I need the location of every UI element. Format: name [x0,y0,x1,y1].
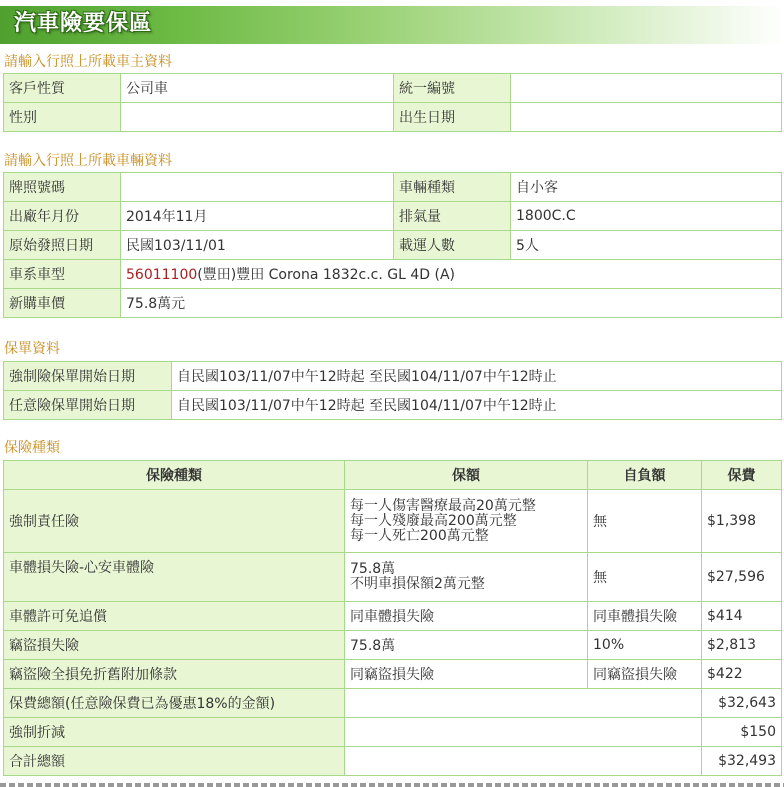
coverage-premium: $422 [702,660,782,689]
seats-label: 載運人數 [394,231,511,260]
plate-value [121,173,394,202]
manufacture-date-label: 出廠年月份 [4,202,121,231]
owner-section-title: 請輸入行照上所載車主資料 [4,54,172,70]
voluntary-start-label: 任意險保單開始日期 [4,391,172,420]
coverage-amount: 同車體損失險 [345,602,588,631]
total-row [4,747,782,776]
total-premium-value: $32,643 [702,689,782,718]
coverage-amount [345,553,588,602]
birth-date-label: 出生日期 [394,103,511,132]
gender-value [121,103,394,132]
page-banner [0,6,784,44]
customer-type-value: 公司車 [121,74,394,103]
coverage-amount: 75.8萬 [345,631,588,660]
table-header-row [4,461,782,490]
table-row [4,260,782,289]
table-row [4,660,782,689]
coverage-type: 車體損失險-心安車體險 [4,553,345,602]
table-row [4,103,782,132]
customer-type-label: 客戶性質 [4,74,121,103]
coverage-deductible: 同車體損失險 [588,602,702,631]
coverage-type: 竊盜損失險 [4,631,345,660]
table-row [4,362,782,391]
total-premium-label: 保費總額(任意險保費已為優惠18%的金額) [4,689,345,718]
amount-line: 不明車損保額2萬元整 [350,576,485,592]
new-price-value: 75.8萬元 [121,289,782,318]
compulsory-start-value: 自民國103/11/07中午12時起 至民國104/11/07中午12時止 [172,362,782,391]
page-title: 汽車險要保區 [14,11,153,36]
voluntary-start-value: 自民國103/11/07中午12時起 至民國104/11/07中午12時止 [172,391,782,420]
total-row [4,689,782,718]
compulsory-start-label: 強制險保單開始日期 [4,362,172,391]
table-row [4,391,782,420]
table-row [4,490,782,553]
table-row [4,553,782,602]
birth-date-value [511,103,782,132]
tax-id-label: 統一編號 [394,74,511,103]
amount-line: 每一人殘廢最高200萬元整 [350,512,517,529]
vehicle-table [3,172,782,318]
total-row [4,718,782,747]
coverage-type: 竊盜險全損免折舊附加條款 [4,660,345,689]
model-code: 56011100 [126,267,198,283]
table-row [4,173,782,202]
table-row [4,602,782,631]
table-row [4,202,782,231]
registration-date-value: 民國103/11/01 [121,231,394,260]
tax-id-value [511,74,782,103]
manufacture-date-value: 2014年11月 [121,202,394,231]
total-empty-cell [345,689,702,718]
new-price-label: 新購車價 [4,289,121,318]
plate-label: 牌照號碼 [4,173,121,202]
coverage-premium: $414 [702,602,782,631]
coverage-type: 車體許可免追償 [4,602,345,631]
amount-line: 75.8萬 [350,561,396,577]
coverage-deductible: 10% [588,631,702,660]
coverage-premium: $27,596 [702,553,782,602]
header-premium: 保費 [702,461,782,490]
model-label: 車系車型 [4,260,121,289]
coverage-amount: 同竊盜損失險 [345,660,588,689]
header-type: 保險種類 [4,461,345,490]
coverage-deductible: 無 [588,490,702,553]
coverage-type: 強制責任險 [4,490,345,553]
header-deductible: 自負額 [588,461,702,490]
table-row [4,231,782,260]
coverage-table [3,460,782,776]
coverage-amount [345,490,588,553]
displacement-label: 排氣量 [394,202,511,231]
coverage-premium: $2,813 [702,631,782,660]
compulsory-discount-value: $150 [702,718,782,747]
table-row [4,289,782,318]
coverage-deductible: 無 [588,553,702,602]
model-name: (豐田)豐田 Corona 1832c.c. GL 4D (A) [197,267,456,283]
total-empty-cell [345,747,702,776]
policy-section-title: 保單資料 [4,341,60,357]
compulsory-discount-label: 強制折減 [4,718,345,747]
grand-total-label: 合計總額 [4,747,345,776]
gender-label: 性別 [4,103,121,132]
grand-total-value: $32,493 [702,747,782,776]
seats-value: 5人 [511,231,782,260]
vehicle-type-value: 自小客 [511,173,782,202]
vehicle-type-label: 車輛種類 [394,173,511,202]
displacement-value: 1800C.C [511,202,782,231]
total-empty-cell [345,718,702,747]
header-amount: 保額 [345,461,588,490]
owner-table [3,73,782,132]
coverage-premium: $1,398 [702,490,782,553]
coverage-deductible: 同竊盜損失險 [588,660,702,689]
vehicle-section-title: 請輸入行照上所載車輛資料 [4,153,172,169]
registration-date-label: 原始發照日期 [4,231,121,260]
amount-line: 每一人傷害醫療最高20萬元整 [350,497,536,514]
table-row [4,631,782,660]
model-value [121,260,782,289]
coverage-section-title: 保險種類 [4,440,60,456]
amount-line: 每一人死亡200萬元整 [350,527,489,544]
cutoff-text-strip [0,783,784,787]
policy-table [3,361,782,420]
table-row [4,74,782,103]
